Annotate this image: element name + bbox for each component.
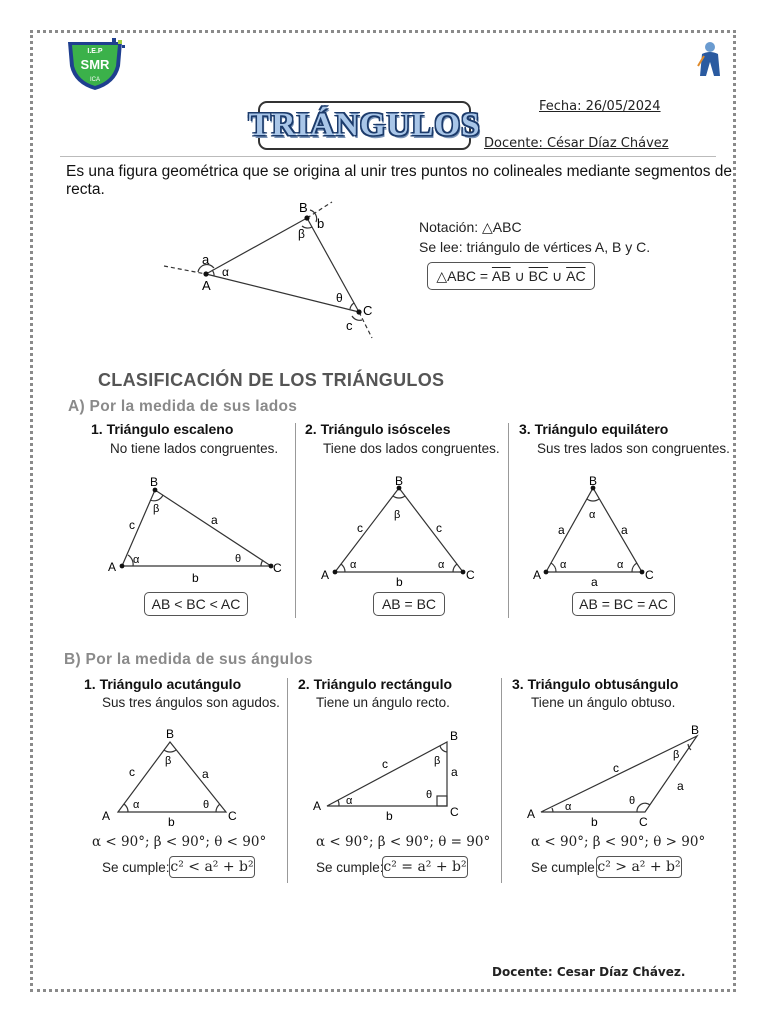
isosceles-side-c2: c	[436, 521, 442, 535]
obtuse-c-label: C	[639, 815, 648, 826]
equilateral-triangle-figure	[532, 474, 692, 586]
obtuse-desc: Tiene un ángulo obtuso.	[531, 695, 676, 710]
acute-triangle-figure	[100, 726, 250, 830]
notation-block	[419, 217, 650, 257]
right-side-b: b	[386, 809, 393, 823]
union-2: ∪	[548, 267, 567, 284]
main-ext-angle-c: c	[346, 318, 353, 333]
logo-bottom-text: ICA	[89, 77, 101, 83]
isosceles-a-label: A	[321, 568, 330, 582]
main-alpha-label: α	[222, 265, 229, 279]
right-title: 2. Triángulo rectángulo	[298, 676, 453, 692]
column-divider	[508, 423, 509, 618]
isosceles-formula: AB = BC	[373, 592, 445, 616]
right-relation: c² = a² + b²	[382, 856, 468, 878]
obtuse-a-label: A	[527, 807, 536, 821]
right-desc: Tiene un ángulo recto.	[316, 695, 450, 710]
isosceles-alpha2: α	[438, 559, 445, 571]
main-ext-angle-a: a	[202, 252, 210, 267]
scalene-side-c: c	[129, 518, 135, 532]
equilateral-title: 3. Triángulo equilátero	[519, 421, 669, 437]
obtuse-theta: θ	[629, 795, 636, 807]
school-shield-logo	[62, 38, 128, 92]
right-c-label: C	[450, 805, 459, 819]
acute-side-c: c	[129, 765, 135, 779]
acute-angles: α < 90°; β < 90°; θ < 90°	[92, 834, 267, 850]
right-alpha: α	[346, 795, 353, 807]
obtuse-b-label: B	[691, 723, 700, 737]
main-ext-angle-b: b	[317, 216, 325, 231]
isosceles-beta: β	[394, 509, 401, 521]
union-1: ∪	[510, 267, 529, 284]
right-theta: θ	[426, 789, 433, 801]
notation-line-1: Notación: △ABC	[419, 219, 522, 235]
obtuse-relation: c² > a² + b²	[596, 856, 682, 878]
notation-formula-box	[427, 262, 595, 290]
right-cumple-label: Se cumple:	[316, 860, 384, 875]
date-label: Fecha: 26/05/2024	[539, 99, 661, 114]
acute-a-label: A	[102, 809, 111, 823]
notation-line-2: Se lee: triángulo de vértices A, B y C.	[419, 239, 651, 255]
obtuse-side-a: a	[677, 779, 684, 793]
scalene-formula: AB < BC < AC	[144, 592, 248, 616]
acute-side-b: b	[168, 815, 175, 829]
scalene-side-b: b	[192, 571, 199, 585]
equilateral-b-label: B	[589, 474, 598, 488]
equilateral-a-label: A	[533, 568, 542, 582]
obtuse-side-b: b	[591, 815, 598, 826]
isosceles-side-b: b	[396, 575, 403, 586]
acute-desc: Sus tres ángulos son agudos.	[102, 695, 280, 710]
scalene-beta: β	[153, 503, 160, 515]
equilateral-c-label: C	[645, 568, 654, 582]
scalene-b-label: B	[150, 475, 159, 489]
segment-ab: $\overline{AB}$	[491, 268, 511, 284]
teacher-label: Docente: César Díaz Chávez	[484, 136, 669, 151]
obtuse-alpha: α	[565, 801, 572, 813]
obtuse-side-c: c	[613, 761, 619, 775]
column-divider	[287, 678, 288, 883]
logo-middle-text: SMR	[80, 57, 110, 72]
main-vertex-c-label: C	[363, 303, 373, 318]
classification-heading: CLASIFICACIÓN DE LOS TRIÁNGULOS	[98, 370, 445, 390]
equilateral-side-a2: a	[621, 523, 628, 537]
by-angles-heading: B) Por la medida de sus ángulos	[64, 651, 313, 668]
scalene-title: 1. Triángulo escaleno	[91, 421, 234, 437]
scalene-alpha: α	[133, 554, 140, 566]
by-sides-heading: A) Por la medida de sus lados	[68, 398, 298, 415]
header-rule	[60, 156, 716, 157]
column-divider	[501, 678, 502, 883]
isosceles-side-c: c	[357, 521, 363, 535]
obtuse-title: 3. Triángulo obtusángulo	[512, 676, 679, 692]
acute-title: 1. Triángulo acutángulo	[84, 676, 242, 692]
right-triangle-figure	[310, 726, 470, 830]
equilateral-alpha3: α	[617, 559, 624, 571]
logo-top-text: I.E.P	[87, 48, 103, 55]
right-b-label: B	[450, 729, 459, 743]
isosceles-c-label: C	[466, 568, 475, 582]
title-box	[248, 101, 481, 150]
segment-bc: $\overline{BC}$	[528, 268, 549, 284]
obtuse-triangle-figure	[525, 722, 705, 826]
right-side-a: a	[451, 765, 458, 779]
definition-text: Es una figura geométrica que se origina al unir tres puntos no colineales mediante segmentos de recta.	[66, 163, 733, 198]
acute-theta: θ	[203, 799, 210, 811]
equilateral-formula: AB = BC = AC	[572, 592, 675, 616]
isosceles-alpha: α	[350, 559, 357, 571]
isosceles-title: 2. Triángulo isósceles	[305, 421, 451, 437]
obtuse-cumple-label: Se cumple:	[531, 860, 599, 875]
column-divider	[295, 423, 296, 618]
figure-icon	[696, 40, 724, 78]
equilateral-side-a3: a	[591, 575, 598, 586]
equilateral-desc: Sus tres lados son congruentes.	[537, 441, 730, 456]
notation-formula-prefix: △ABC =	[436, 267, 492, 284]
acute-alpha: α	[133, 799, 140, 811]
obtuse-beta: β	[673, 749, 680, 761]
scalene-side-a: a	[211, 513, 218, 527]
acute-b-label: B	[166, 727, 175, 741]
right-a-label: A	[313, 799, 322, 813]
main-vertex-b-label: B	[299, 200, 308, 215]
isosceles-b-label: B	[395, 474, 404, 488]
scalene-c-label: C	[273, 561, 282, 575]
scalene-a-label: A	[108, 560, 117, 574]
acute-side-a: a	[202, 767, 209, 781]
acute-cumple-label: Se cumple:	[102, 860, 170, 875]
equilateral-alpha2: α	[589, 509, 596, 521]
main-theta-label: θ	[336, 291, 343, 305]
isosceles-triangle-figure	[318, 474, 488, 586]
obtuse-angles: α < 90°; β < 90°; θ > 90°	[531, 834, 706, 850]
main-beta-label: β	[298, 227, 305, 241]
acute-beta: β	[165, 755, 172, 767]
page-title: TRIÁNGULOS	[248, 107, 481, 143]
scalene-triangle-figure	[105, 474, 290, 586]
main-triangle-figure	[160, 196, 390, 341]
acute-relation: c² < a² + b²	[169, 856, 255, 878]
scalene-desc: No tiene lados congruentes.	[110, 441, 279, 456]
equilateral-side-a1: a	[558, 523, 565, 537]
acute-c-label: C	[228, 809, 237, 823]
segment-ac: $\overline{AC}$	[566, 268, 586, 284]
isosceles-desc: Tiene dos lados congruentes.	[323, 441, 500, 456]
equilateral-alpha1: α	[560, 559, 567, 571]
right-angles: α < 90°; β < 90°; θ = 90°	[316, 834, 491, 850]
right-beta: β	[434, 755, 441, 767]
footer-teacher: Docente: Cesar Díaz Chávez.	[492, 965, 686, 979]
scalene-theta: θ	[235, 553, 242, 565]
right-side-c: c	[382, 757, 388, 771]
main-vertex-a-label: A	[202, 278, 211, 293]
